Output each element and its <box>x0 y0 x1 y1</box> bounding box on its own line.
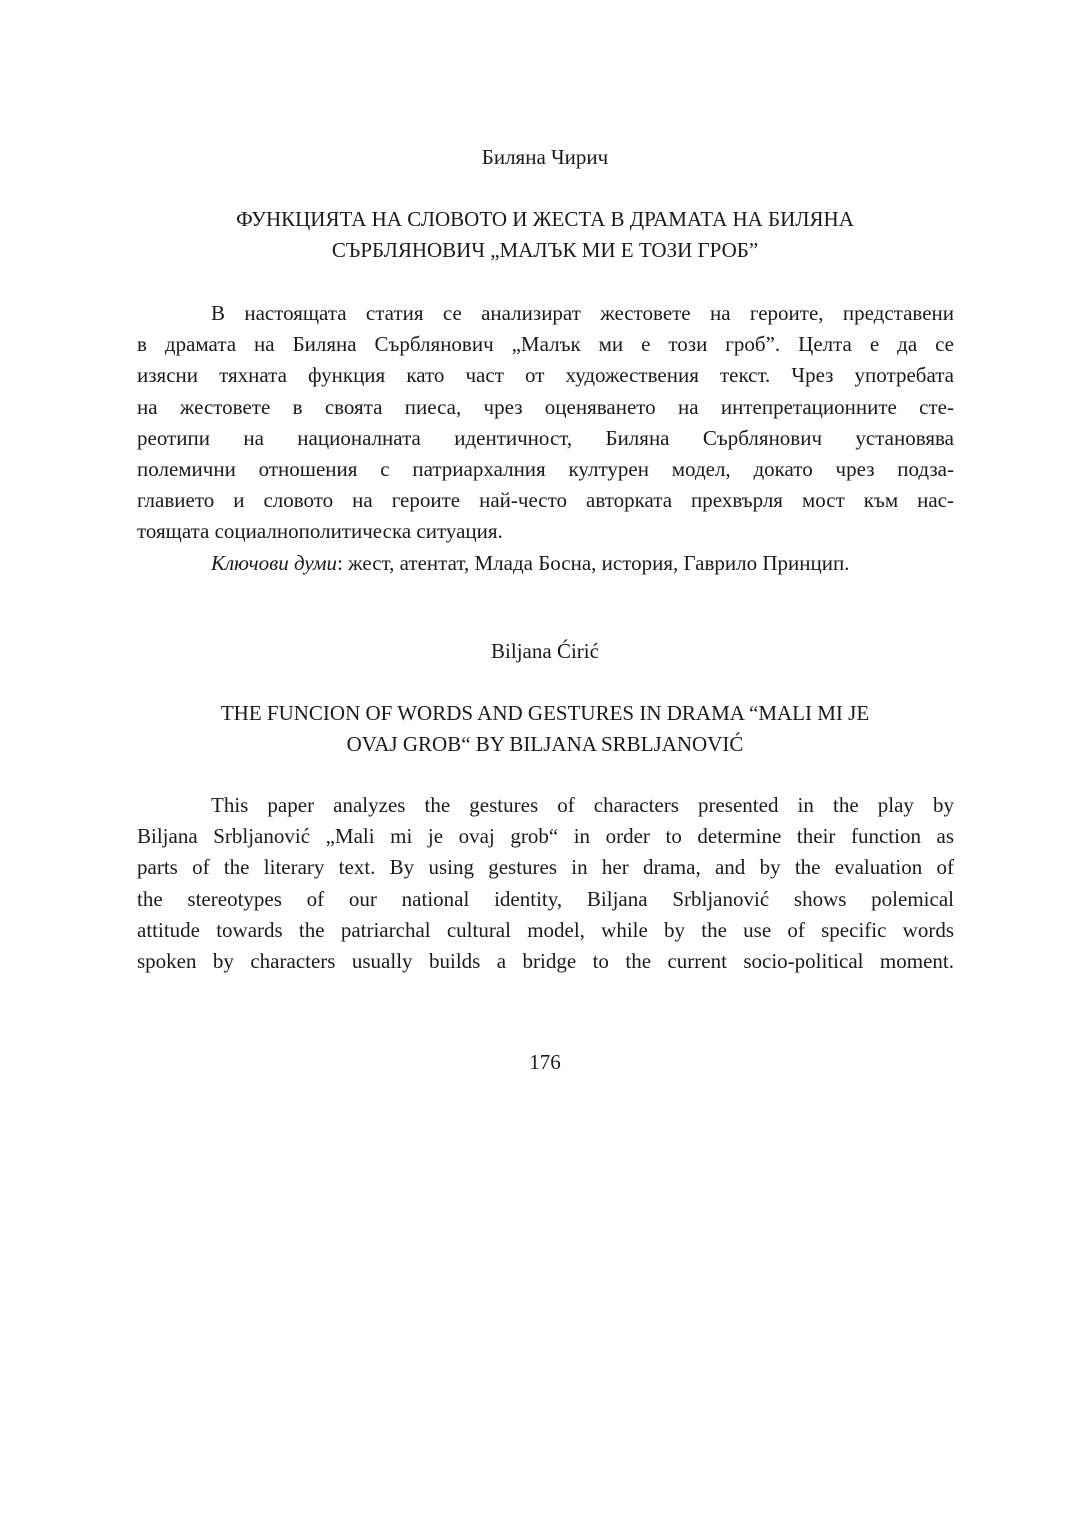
bg-keywords-text: : жест, атентат, Млада Босна, история, Гаврило Принцип. <box>337 550 850 575</box>
bg-title-line: СЪРБЛЯНОВИЧ „МАЛЪК МИ Е ТОЗИ ГРОБ” <box>331 238 759 262</box>
en-title-line: OVAJ GROB“ BY BILJANA SRBLJANOVIĆ <box>346 732 744 756</box>
en-abstract <box>137 790 954 977</box>
bg-abstract-line: изясни тяхната функция като част от художествения текст. Чрез употребата <box>137 363 954 388</box>
bg-abstract <box>137 298 954 579</box>
en-abstract-line: spoken by characters usually builds a bridge to the current socio-political moment. <box>137 948 954 973</box>
en-title-line: THE FUNCION OF WORDS AND GESTURES IN DRAMA “MALI MI JE <box>220 701 870 725</box>
bg-abstract-line: реотипи на националната идентичност, Биляна Сърблянович установява <box>137 425 954 450</box>
page-number: 176 <box>529 1050 561 1074</box>
bg-keywords-label: Ключови думи <box>211 550 338 575</box>
bg-keywords <box>137 548 954 579</box>
bg-abstract-line: в драмата на Биляна Сърблянович „Малък ми е този гроб”. Целта е да се <box>137 332 954 357</box>
en-abstract-line: the stereotypes of our national identity, Biljana Srbljanović shows polemical <box>137 886 954 911</box>
en-title <box>120 698 970 760</box>
en-abstract-line: This paper analyzes the gestures of characters presented in the play by <box>211 793 954 817</box>
bg-abstract-line: полемични отношения с патриархалния културен модел, докато чрез подза- <box>137 456 954 481</box>
bg-abstract-line: тоящата социалнополитическа ситуация. <box>137 519 503 544</box>
bg-abstract-line: на жестовете в своята пиеса, чрез оценяването на интепретационните сте- <box>137 394 954 419</box>
en-author: Biljana Ćirić <box>491 639 599 663</box>
bg-abstract-line: главието и словото на героите най-често авторката прехвърля мост към нас- <box>137 488 954 513</box>
bg-title <box>120 204 970 266</box>
en-abstract-line: attitude towards the patriarchal cultural model, while by the use of specific words <box>137 917 954 942</box>
bg-title-line: ФУНКЦИЯТА НА СЛОВОТО И ЖЕСТА В ДРАМАТА НА БИЛЯНА <box>236 207 854 231</box>
en-abstract-line: Biljana Srbljanović „Mali mi je ovaj grob“ in order to determine their function as <box>137 824 954 849</box>
bg-abstract-line: В настоящата статия се анализират жестовете на героите, представени <box>211 301 954 325</box>
en-abstract-line: parts of the literary text. By using gestures in her drama, and by the evaluation of <box>137 855 954 880</box>
bg-author: Биляна Чирич <box>481 145 609 169</box>
